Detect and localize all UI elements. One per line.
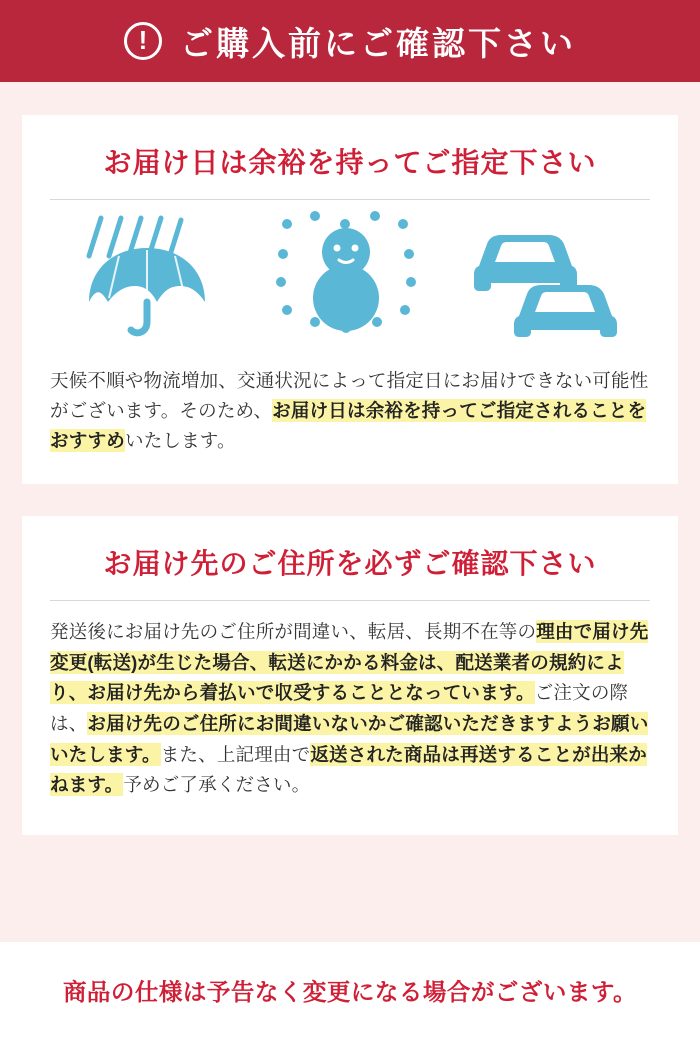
text-segment-highlight: お届け先のご住所に — [87, 713, 256, 735]
text-segment-highlight: お間違いないかご確認いただきますようお願いいたします。 — [50, 713, 649, 765]
delivery-address-card-title: お届け先のご住所を必ずご確認下さい — [50, 542, 650, 601]
text-segment: 予めご了承ください。 — [123, 774, 311, 796]
text-segment: ない可能性がございます。そのため、 — [50, 370, 649, 421]
text-segment: 発送後にお届け先のご住所が間違い、転居、長期不在等の — [50, 620, 537, 642]
page-title: ご購入前にご確認下さい — [180, 24, 576, 62]
text-segment-highlight: こととなっています。 — [349, 682, 535, 704]
footer-notice-text: 商品の仕様は予告なく変更になる場合がございます。 — [62, 979, 638, 1005]
page-footer — [0, 942, 700, 1038]
text-segment-highlight: 返送された商品は再送することが — [310, 743, 591, 765]
delivery-date-card — [22, 115, 678, 484]
text-segment-highlight: 理由で届け先変更(転送)が生じた場合、 — [50, 620, 649, 673]
illustration-row — [50, 200, 650, 350]
text-segment: ご注文の際は、 — [50, 682, 629, 735]
delivery-date-card-title: お届け日は余裕を持ってご指定下さい — [50, 141, 650, 200]
delivery-date-body — [50, 350, 650, 456]
text-segment: いたします。 — [125, 429, 236, 451]
traffic-cars-icon — [471, 210, 621, 340]
exclamation-icon: ! — [124, 22, 162, 60]
text-segment: また、上記理由で — [160, 743, 311, 765]
text-segment-highlight: は、配送業者の規約により、お届け先から着払いで収受する — [50, 651, 624, 704]
text-segment-highlight: 出来かねます。 — [50, 743, 647, 796]
text-segment: 天候不順や物流増加、交通状況によって指定日にお届けでき — [50, 370, 555, 391]
umbrella-rain-icon — [79, 210, 229, 340]
snowman-snow-icon — [275, 210, 425, 340]
delivery-address-card — [22, 516, 678, 835]
text-segment-highlight: お届け日は余裕を — [272, 399, 422, 421]
delivery-address-body — [50, 601, 650, 801]
page-header — [0, 0, 700, 82]
text-segment-highlight: 転送にかかる料金 — [268, 651, 419, 673]
text-segment-highlight: 持ってご指定されることをおすすめ — [50, 399, 647, 451]
